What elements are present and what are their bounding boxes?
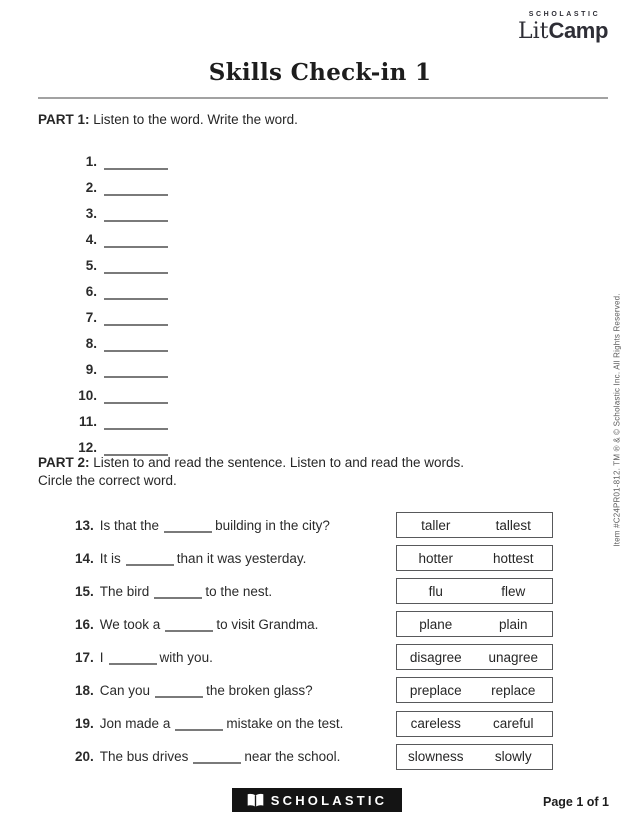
sentence-before-blank: Is that the — [99, 517, 160, 533]
write-blank-line[interactable] — [104, 231, 168, 248]
sentence-before-blank: Can you — [99, 682, 151, 698]
question-sentence — [75, 644, 213, 670]
question-number: 15. — [75, 583, 94, 599]
word-choice-option[interactable]: slowness — [407, 749, 464, 765]
write-line-row — [38, 196, 168, 222]
word-choice-option[interactable]: taller — [421, 517, 451, 533]
item-number: 5. — [85, 258, 97, 273]
sentence-before-blank: The bird — [99, 583, 150, 599]
word-choice-option[interactable]: replace — [491, 682, 536, 698]
word-choice-box — [396, 677, 553, 703]
question-sentence — [75, 578, 272, 604]
sentence-after-blank: mistake on the test. — [226, 716, 344, 732]
question-sentence — [75, 512, 330, 538]
question-number: 19. — [75, 716, 94, 732]
write-line-row — [38, 222, 168, 248]
question-row — [75, 677, 553, 710]
word-choice-box — [396, 512, 553, 538]
scholastic-logo-bar — [232, 788, 402, 812]
question-number: 18. — [75, 682, 94, 698]
question-sentence — [75, 611, 318, 637]
sentence-before-blank: Jon made a — [99, 716, 171, 732]
question-sentence — [75, 677, 313, 703]
part1-instructions: PART 1: Listen to the word. Write the word. — [38, 112, 298, 127]
write-line-row — [38, 352, 168, 378]
litcamp-wordmark: LitCamp — [517, 18, 608, 44]
word-choice-box — [396, 644, 553, 670]
scholastic-logo-text: SCHOLASTIC — [270, 792, 388, 808]
word-choice-option[interactable]: flew — [501, 583, 526, 599]
question-sentence — [75, 711, 343, 737]
sentence-blank-line[interactable] — [175, 716, 223, 731]
sentence-blank-line[interactable] — [109, 650, 157, 665]
item-number: 7. — [85, 310, 97, 325]
item-number: 9. — [85, 362, 97, 377]
sentence-after-blank: building in the city? — [215, 517, 330, 533]
sentence-before-blank: We took a — [99, 616, 161, 632]
part2-instruction-line2: Circle the correct word. — [38, 473, 177, 488]
item-number: 6. — [85, 284, 97, 299]
item-number: 8. — [85, 336, 97, 351]
word-choice-option[interactable]: careful — [492, 716, 534, 732]
question-number: 13. — [75, 517, 94, 533]
write-blank-line[interactable] — [104, 335, 168, 352]
word-choice-option[interactable]: hotter — [418, 550, 454, 566]
sentence-after-blank: than it was yesterday. — [176, 550, 307, 566]
write-line-row — [38, 378, 168, 404]
write-line-row — [38, 326, 168, 352]
question-sentence — [75, 744, 340, 770]
item-number: 3. — [85, 206, 97, 221]
word-choice-option[interactable]: disagree — [409, 649, 462, 665]
copyright-sidebar-text: Item #C24PR01-812. TM ® & © Scholastic Inc. All Rights Reserved. — [612, 293, 622, 547]
question-row — [75, 711, 553, 744]
write-blank-line[interactable] — [104, 283, 168, 300]
word-choice-option[interactable]: flu — [428, 583, 443, 599]
sentence-blank-line[interactable] — [126, 551, 174, 566]
word-choice-option[interactable]: tallest — [495, 517, 531, 533]
sentence-blank-line[interactable] — [165, 617, 213, 632]
write-line-row — [38, 144, 168, 170]
sentence-blank-line[interactable] — [155, 683, 203, 698]
sentence-after-blank: to visit Grandma. — [216, 616, 319, 632]
question-row — [75, 644, 553, 677]
write-blank-line[interactable] — [104, 413, 168, 430]
open-book-icon — [247, 793, 264, 808]
question-row — [75, 512, 553, 545]
part1-write-lines — [38, 144, 168, 456]
sentence-blank-line[interactable] — [164, 518, 212, 533]
sentence-before-blank: The bus drives — [99, 749, 189, 765]
sentence-after-blank: to the nest. — [205, 583, 273, 599]
question-number: 16. — [75, 616, 94, 632]
word-choice-option[interactable]: plain — [498, 616, 528, 632]
question-number: 20. — [75, 749, 94, 765]
part2-instructions — [38, 454, 518, 490]
question-row — [75, 578, 553, 611]
item-number: 2. — [85, 180, 97, 195]
part2-instruction-line1: Listen to and read the sentence. Listen to and read the words. — [93, 455, 465, 470]
question-row — [75, 611, 553, 644]
page-number: Page 1 of 1 — [543, 795, 609, 809]
litcamp-logo — [518, 11, 608, 43]
sentence-after-blank: with you. — [159, 649, 213, 665]
sentence-before-blank: It is — [99, 550, 121, 566]
part2-questions — [75, 512, 553, 777]
word-choice-box — [396, 744, 553, 770]
write-blank-line[interactable] — [104, 153, 168, 170]
word-choice-box — [396, 578, 553, 604]
item-number: 10. — [78, 388, 97, 403]
word-choice-box — [396, 611, 553, 637]
question-number: 14. — [75, 550, 94, 566]
item-number: 4. — [85, 232, 97, 247]
word-choice-option[interactable]: slowly — [494, 749, 532, 765]
write-line-row — [38, 300, 168, 326]
sentence-before-blank: I — [99, 649, 104, 665]
sentence-after-blank: the broken glass? — [206, 682, 313, 698]
write-line-row — [38, 274, 168, 300]
write-blank-line[interactable] — [104, 309, 168, 326]
word-choice-box — [396, 711, 553, 737]
word-choice-option[interactable]: unagree — [488, 649, 539, 665]
write-blank-line[interactable] — [104, 205, 168, 222]
word-choice-option[interactable]: preplace — [409, 682, 462, 698]
title-divider — [38, 97, 608, 99]
question-row — [75, 744, 553, 777]
write-line-row — [38, 404, 168, 430]
word-choice-option[interactable]: plane — [419, 616, 453, 632]
sentence-after-blank: near the school. — [244, 749, 341, 765]
sentence-blank-line[interactable] — [154, 584, 202, 599]
write-line-row — [38, 170, 168, 196]
item-number: 11. — [78, 414, 97, 429]
question-number: 17. — [75, 649, 94, 665]
word-choice-box — [396, 545, 553, 571]
scholastic-small-wordmark: SCHOLASTIC — [528, 11, 601, 18]
write-line-row — [38, 430, 168, 456]
question-sentence — [75, 545, 306, 571]
part1-label: PART 1: — [38, 112, 90, 127]
question-row — [75, 545, 553, 578]
write-blank-line[interactable] — [104, 179, 168, 196]
part2-label: PART 2: — [38, 455, 90, 470]
write-blank-line[interactable] — [104, 387, 168, 404]
word-choice-option[interactable]: careless — [410, 716, 461, 732]
write-line-row — [38, 248, 168, 274]
item-number: 12. — [78, 440, 97, 455]
item-number: 1. — [85, 154, 97, 169]
sentence-blank-line[interactable] — [193, 749, 241, 764]
page-title: Skills Check-in 1 — [208, 59, 432, 86]
write-blank-line[interactable] — [104, 361, 168, 378]
word-choice-option[interactable]: hottest — [492, 550, 534, 566]
write-blank-line[interactable] — [104, 257, 168, 274]
